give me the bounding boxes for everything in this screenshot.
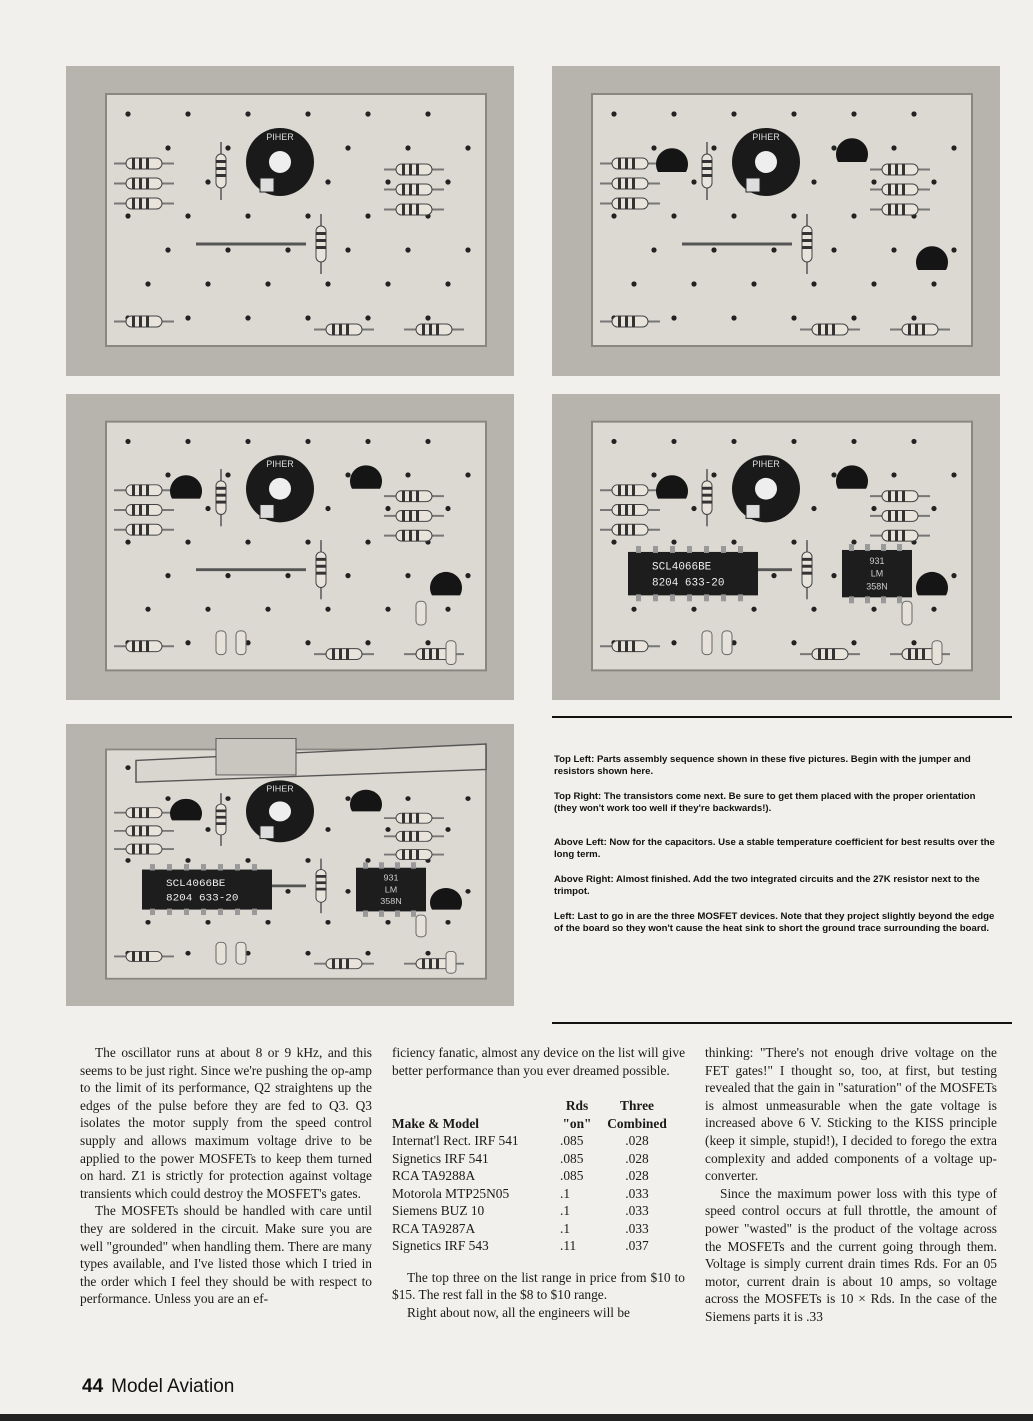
table-cell-rds: .11 [560, 1238, 577, 1254]
article-column-1 [80, 1044, 372, 1308]
table-row [392, 1150, 676, 1168]
caption-left: Left: Last to go in are the three MOSFET devices. Note that they project slightly beyond the edge of the board so they won't cause the heat sink to short the ground trace surrounding the board. [554, 911, 995, 934]
table-row [392, 1220, 676, 1238]
capacitor [216, 942, 226, 964]
ic2-label-line2: LM [384, 884, 398, 895]
caption-top-left: Top Left: Parts assembly sequence shown in these five pictures. Begin with the jumper and resistors shown here. [554, 754, 971, 777]
article-column-3 [705, 1044, 997, 1326]
header-combined-top: Three [620, 1098, 654, 1114]
ic2-label-line2: LM [870, 568, 884, 579]
table-cell-rds: .1 [560, 1185, 571, 1201]
paragraph: The MOSFETs should be handled with care until they are soldered in the circuit. Make sure you are well "grounded" when handling them. There are many types available, and I've listed those which I tried in the order which I feel they should be with respect to performance. Unless you are an ef- [80, 1203, 372, 1307]
circuit-board [106, 749, 486, 978]
ic-scl4066be [142, 864, 272, 915]
ic1-label-line2: 8204 633-20 [652, 577, 725, 590]
table-row [392, 1132, 676, 1150]
table-cell-combined: .028 [625, 1133, 649, 1149]
capacitor [236, 942, 246, 964]
ic1-label-line1: SCL4066BE [166, 878, 226, 890]
table-row [392, 1237, 676, 1255]
table-cell-combined: .037 [625, 1238, 649, 1254]
table-cell-combined: .033 [625, 1220, 649, 1236]
ic-scl4066be [628, 546, 758, 601]
trimpot-label: PIHER [752, 132, 780, 142]
photo-above-left [66, 394, 514, 700]
table-cell-model: Signetics IRF 543 [392, 1238, 489, 1254]
table-cell-model: RCA TA9288A [392, 1168, 476, 1184]
capacitor [446, 951, 456, 973]
table-header-combined [598, 1097, 676, 1132]
table-cell-rds: .085 [560, 1150, 584, 1166]
trimpot [732, 128, 800, 196]
trimpot-label: PIHER [752, 459, 780, 470]
photo-top-left [66, 66, 514, 376]
circuit-board [592, 94, 972, 346]
caption-above-right: Above Right: Almost finished. Add the two integrated circuits and the 27K resistor next to the trimpot. [554, 874, 980, 897]
page-number: 44 [82, 1376, 104, 1397]
photo-above-right [552, 394, 1000, 700]
capacitor [236, 631, 246, 655]
mosfet-table [392, 1097, 676, 1255]
table-header-model: Make & Model [392, 1115, 480, 1131]
ic-lm358n [842, 544, 912, 603]
table-cell-combined: .028 [625, 1168, 649, 1184]
photo-captions [554, 754, 996, 948]
table-row [392, 1185, 676, 1203]
table-cell-rds: .085 [560, 1133, 584, 1149]
ic1-label-line1: SCL4066BE [652, 561, 712, 574]
table-cell-combined: .028 [625, 1150, 649, 1166]
table-header-row [392, 1097, 676, 1132]
capacitor [902, 601, 912, 625]
table-cell-rds: .1 [560, 1203, 571, 1219]
ic2-label-line3: 358N [866, 581, 888, 592]
paragraph: The oscillator runs at about 8 or 9 kHz, and this seems to be just right. Since we're pushing the op-amp to the limit of its performance, Q2 straightens up the edges of the pulse before they are fed to Q3. Q3 isolates the motor supply from the speed control supply and allows maximum voltage drive to be applied to the power MOSFETs to keep them turned on hard. Z1 is strictly for protection against voltage transients which could destroy the MOSFET's gates. [80, 1045, 372, 1201]
paragraph: The top three on the list range in price from $10 to $15. The rest fall in the $8 to $10 range. [392, 1269, 685, 1303]
ic2-label-line1: 931 [869, 555, 885, 566]
table-row [392, 1202, 676, 1220]
photo-bottom-left [66, 724, 514, 1006]
photo-top-right [552, 66, 1000, 376]
table-cell-model: Motorola MTP25N05 [392, 1185, 510, 1201]
trimpot [246, 128, 314, 196]
table-cell-rds: .1 [560, 1220, 571, 1236]
trimpot [246, 780, 314, 842]
capacitor [216, 631, 226, 655]
paragraph: Since the maximum power loss with this type of speed control occurs at full throttle, the amount of power "wasted" is the product of the voltage across the MOSFETs and the current going through them. Voltage is simply current drain times Rds. For an 05 motor, current drain is about 10 amps, so voltage across the MOSFETs is 10 × Rds. In the case of the Siemens parts it is .33 [705, 1185, 997, 1324]
table-cell-model: Internat'l Rect. IRF 541 [392, 1133, 519, 1149]
header-combined-bottom: Combined [607, 1115, 667, 1131]
header-rds-top: Rds [565, 1098, 589, 1114]
ic2-label-line1: 931 [383, 872, 399, 883]
table-body [392, 1132, 676, 1255]
capacitor [416, 601, 426, 625]
paragraph: ficiency fanatic, almost any device on the list will give better performance than you ever dreamed possible. [392, 1045, 686, 1078]
capacitor [722, 631, 732, 655]
trimpot-label: PIHER [266, 783, 294, 794]
trimpot [246, 455, 314, 522]
trimpot-label: PIHER [266, 132, 294, 142]
table-cell-combined: .033 [625, 1185, 649, 1201]
paragraph: Right about now, all the engineers will be [407, 1304, 631, 1320]
ic1-label-line2: 8204 633-20 [166, 892, 239, 905]
capacitor [932, 641, 942, 665]
header-rds-bottom: "on" [562, 1115, 592, 1131]
paragraph: thinking: "There's not enough drive voltage on the FET gates!" I thought so, too, at first, but testing revealed that the gain in "saturation" of the MOSFETs is almost unmeasurable when the gate voltage is increased above 6 V. Sticking to the KISS principle (keep it simple, stupid!), I decided to forego the extra complexity and added components of a voltage up-converter. [705, 1045, 997, 1184]
caption-top-right: Top Right: The transistors come next. Be sure to get them placed with the proper orientation (they won't work too well if they're backwards!). [554, 791, 976, 814]
trimpot-label: PIHER [266, 459, 294, 470]
page-bottom-edge [0, 1414, 1033, 1421]
capacitor [416, 915, 426, 937]
capacitor [702, 631, 712, 655]
trimpot [732, 455, 800, 522]
circuit-board [106, 422, 486, 671]
table-cell-rds: .085 [560, 1168, 584, 1184]
table-row [392, 1167, 676, 1185]
capacitor [446, 641, 456, 665]
table-header-rds [556, 1097, 598, 1132]
caption-bottom-rule [552, 1022, 1012, 1024]
ic2-label-line3: 358N [380, 896, 402, 907]
circuit-board [106, 94, 486, 346]
table-cell-combined: .033 [625, 1203, 649, 1219]
circuit-board [592, 422, 972, 671]
caption-above-left: Above Left: Now for the capacitors. Use a stable temperature coefficient for best results over the long term. [554, 837, 995, 860]
article-column-2 [392, 1044, 685, 1321]
caption-top-rule [552, 716, 1012, 718]
table-cell-model: Signetics IRF 541 [392, 1150, 489, 1166]
page-footer [82, 1376, 234, 1398]
magazine-name: Model Aviation [111, 1376, 235, 1397]
table-cell-model: Siemens BUZ 10 [392, 1203, 485, 1219]
ic-lm358n [356, 862, 426, 917]
table-cell-model: RCA TA9287A [392, 1220, 476, 1236]
